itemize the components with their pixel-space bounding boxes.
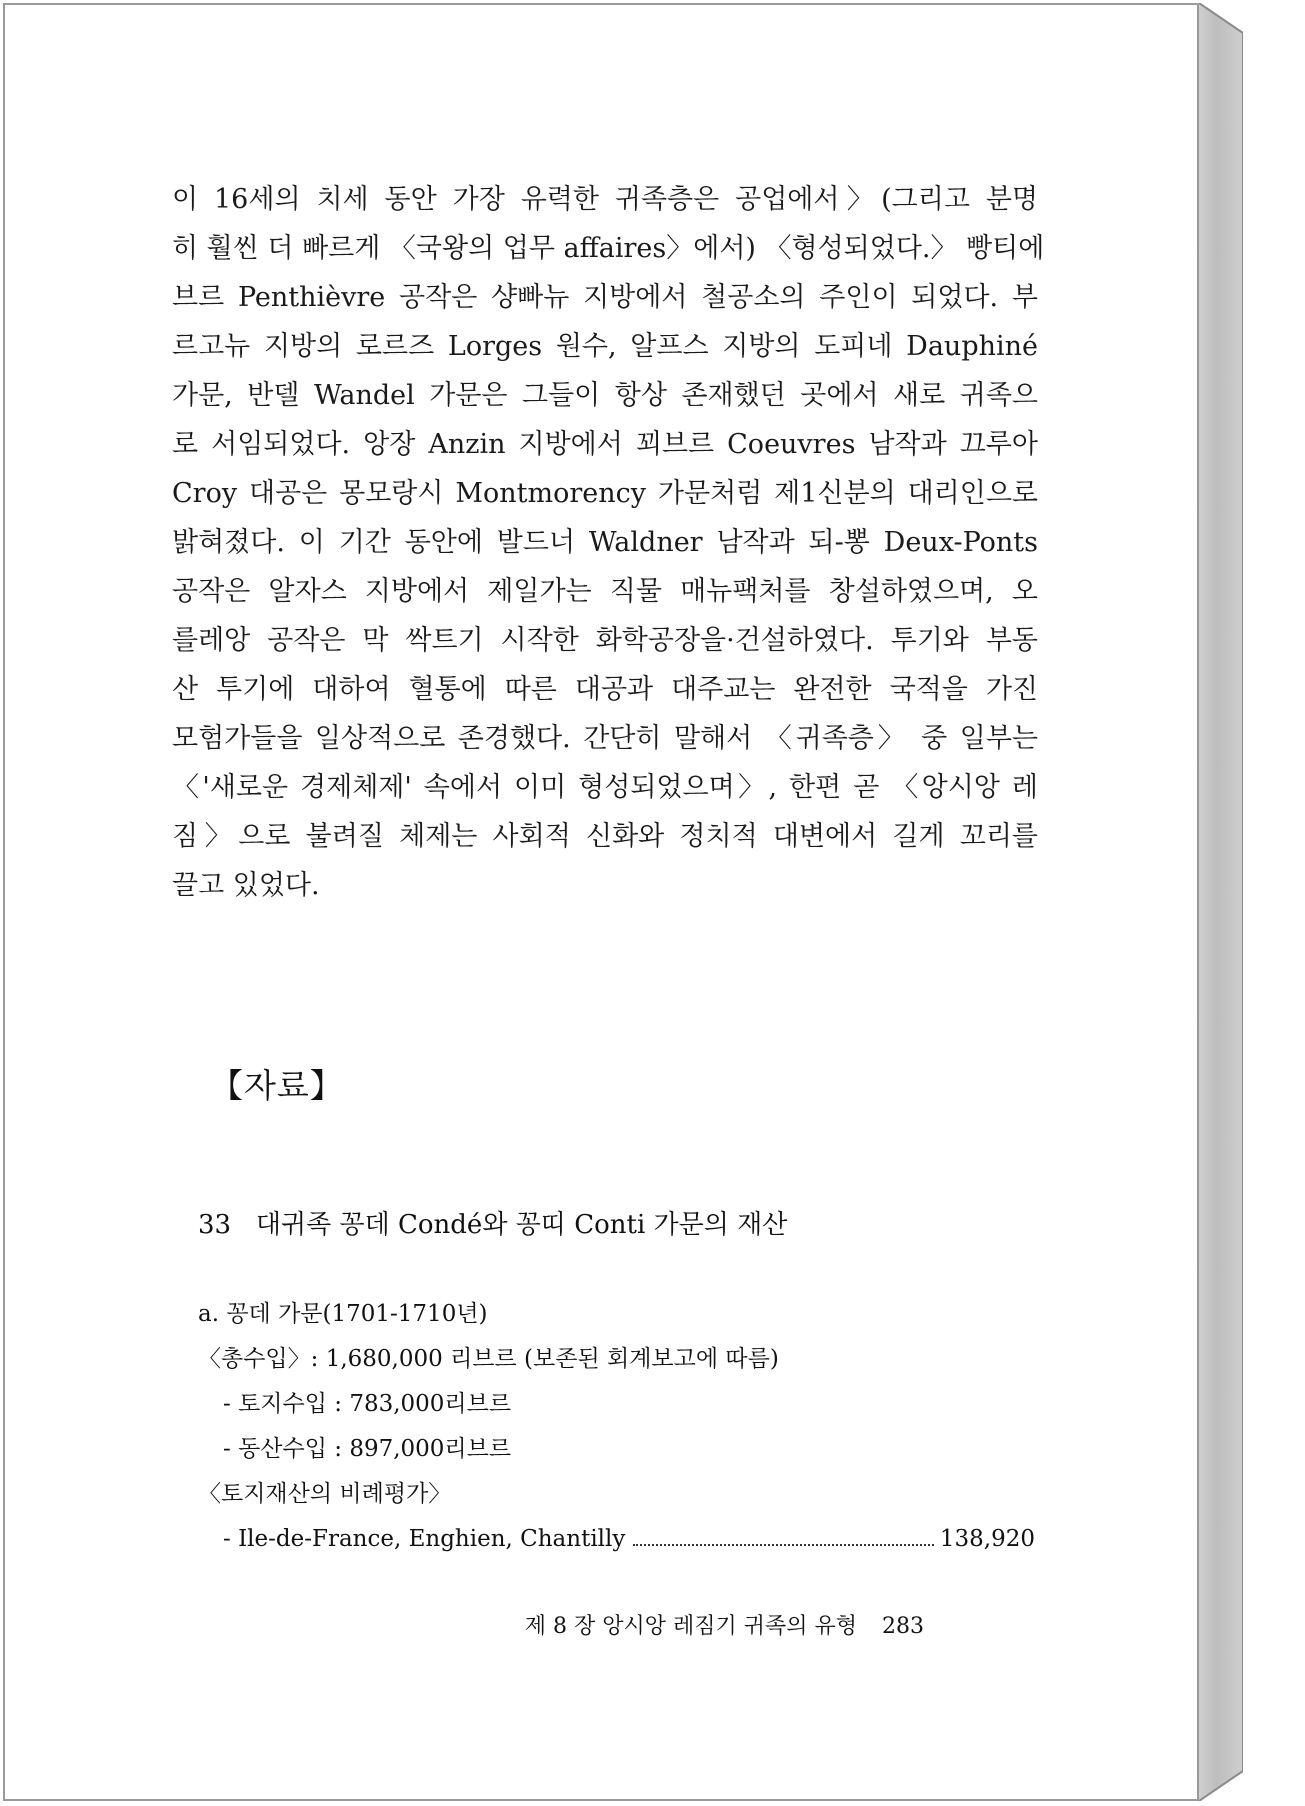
page-number: 283 xyxy=(882,1614,924,1639)
body-line: 이 16세의 치세 동안 가장 유력한 귀족층은 공업에서〉(그리고 분명 xyxy=(172,184,1038,215)
dot-leader xyxy=(633,1543,933,1546)
body-line: 브르 Penthièvre 공작은 샹빠뉴 지방에서 철공소의 주인이 되었다. 부 xyxy=(172,282,1038,313)
total-income: 〈총수입〉: 1,680,000 리브르 (보존된 회계보고에 따름) xyxy=(198,1346,779,1372)
body-line: 가문, 반델 Wandel 가문은 그들이 항상 존재했던 곳에서 새로 귀족으 xyxy=(172,380,1038,411)
asset-row-label: - Ile-de-France, Enghien, Chantilly xyxy=(223,1526,626,1552)
page-footer xyxy=(525,1609,924,1640)
section-heading: 【자료】 xyxy=(210,1066,344,1105)
land-income: - 토지수입 : 783,000리브르 xyxy=(223,1391,512,1417)
spine-outline xyxy=(1199,3,1243,1801)
article-title xyxy=(198,1204,787,1241)
body-line: 밝혀졌다. 이 기간 동안에 발드너 Waldner 남작과 되-뽕 Deux-Ponts xyxy=(172,527,1038,558)
data-list xyxy=(198,1292,1035,1562)
article-number: 33 xyxy=(198,1210,232,1240)
body-line: 르고뉴 지방의 로르즈 Lorges 원수, 알프스 지방의 도피네 Dauphiné xyxy=(172,331,1038,362)
asset-row xyxy=(198,1517,1035,1562)
chapter-title: 제 8 장 앙시앙 레짐기 귀족의 유형 xyxy=(524,1614,857,1639)
body-line: 히 훨씬 더 빠르게 〈국왕의 업무 affaires〉에서) 〈형성되었다.〉 빵티에 xyxy=(172,233,1045,264)
body-line: 를레앙 공작은 막 싹트기 시작한 화학공장을·건설하였다. 투기와 부동 xyxy=(172,625,1038,656)
article-title-text: 대귀족 꽁데 Condé와 꽁띠 Conti 가문의 재산 xyxy=(255,1210,788,1240)
body-line: 〈'새로운 경제체제' 속에서 이미 형성되었으며〉, 한편 곧 〈앙시앙 레 xyxy=(172,772,1038,803)
body-line: 공작은 알자스 지방에서 제일가는 직물 매뉴팩처를 창설하였으며, 오 xyxy=(172,576,1038,607)
body-line: 끌고 있었다. xyxy=(172,870,320,901)
land-assets-heading: 〈토지재산의 비례평가〉 xyxy=(198,1481,452,1507)
asset-row-value: 138,920 xyxy=(939,1526,1035,1552)
body-line: Croy 대공은 몽모랑시 Montmorency 가문처럼 제1신분의 대리인으로 xyxy=(172,478,1038,509)
data-subtitle: a. 꽁데 가문(1701-1710년) xyxy=(198,1301,488,1327)
body-paragraph xyxy=(172,175,1045,910)
body-line: 모험가들을 일상적으로 존경했다. 간단히 말해서 〈귀족층〉 중 일부는 xyxy=(172,723,1038,754)
movable-income: - 동산수입 : 897,000리브르 xyxy=(223,1436,512,1462)
body-line: 로 서임되었다. 앙장 Anzin 지방에서 꾀브르 Coeuvres 남작과 끄루아 xyxy=(172,429,1038,460)
book-page xyxy=(3,3,1199,1801)
body-line: 산 투기에 대하여 혈통에 따른 대공과 대주교는 완전한 국적을 가진 xyxy=(172,674,1038,705)
body-line: 짐〉으로 불려질 체제는 사회적 신화와 정치적 대변에서 길게 꼬리를 xyxy=(172,821,1038,852)
